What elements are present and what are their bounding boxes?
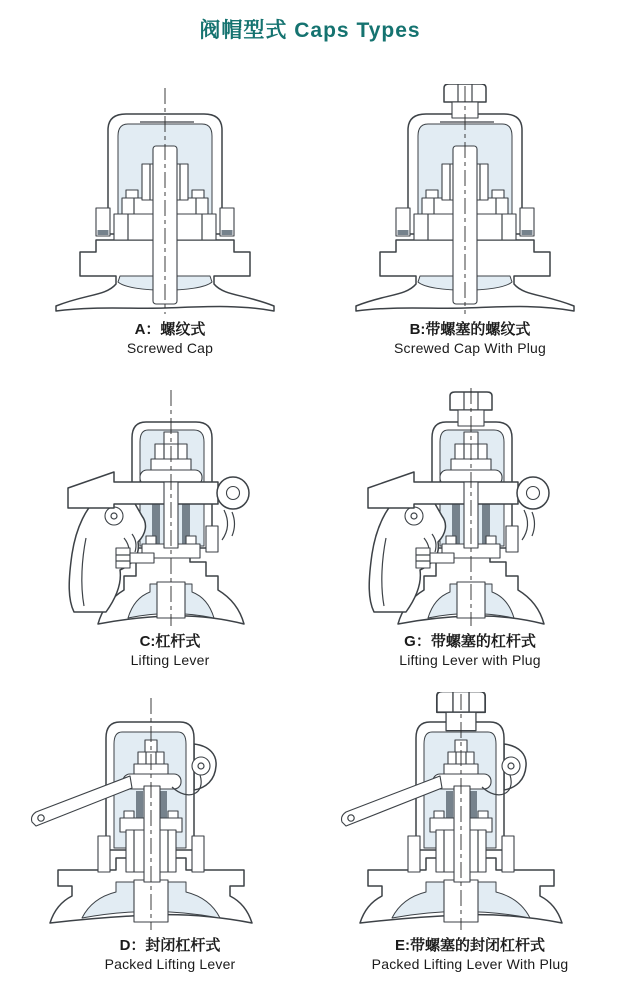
figure-a-caption (20, 320, 320, 357)
figure-e-caption (320, 936, 620, 973)
figure-b-caption-en: Screwed Cap With Plug (393, 340, 547, 356)
figure-e-caption-cn: E:带螺塞的封闭杠杆式 (394, 937, 545, 954)
figure-c-caption (20, 632, 320, 669)
packed-lifting-lever-drawing (20, 692, 300, 934)
figure-c-caption-cn: C:杠杆式 (139, 633, 201, 650)
figure-e-cell (320, 692, 620, 973)
figure-d-caption-en: Packed Lifting Lever (104, 956, 236, 972)
figure-b-cell (320, 84, 620, 357)
lifting-lever-drawing (40, 386, 300, 630)
figure-d-cell (20, 692, 320, 973)
figure-d-caption-cn: D：封闭杠杆式 (119, 937, 221, 954)
lifting-lever-with-plug-drawing (340, 386, 600, 630)
figure-c-caption-en: Lifting Lever (130, 652, 210, 668)
figure-a-cell (20, 84, 320, 357)
figure-e-caption-en: Packed Lifting Lever With Plug (371, 956, 569, 972)
packed-lever-with-plug-drawing (330, 692, 610, 934)
page-title: 阀帽型式 Caps Types (199, 19, 421, 42)
figure-a-caption-en: Screwed Cap (126, 340, 214, 356)
screwed-cap-with-plug-drawing (340, 84, 600, 318)
figure-b-caption-cn: B:带螺塞的螺纹式 (409, 321, 531, 338)
figure-c-cell (20, 386, 320, 669)
figure-g-caption-en: Lifting Lever with Plug (399, 652, 541, 668)
figure-g-cell (320, 386, 620, 669)
figure-g-caption (320, 632, 620, 669)
figure-b-caption (320, 320, 620, 357)
screwed-cap-drawing (40, 84, 300, 318)
figure-a-caption-cn: A：螺纹式 (134, 321, 206, 338)
figure-g-caption-cn: G：带螺塞的杠杆式 (404, 633, 536, 650)
figure-d-caption (20, 936, 320, 973)
